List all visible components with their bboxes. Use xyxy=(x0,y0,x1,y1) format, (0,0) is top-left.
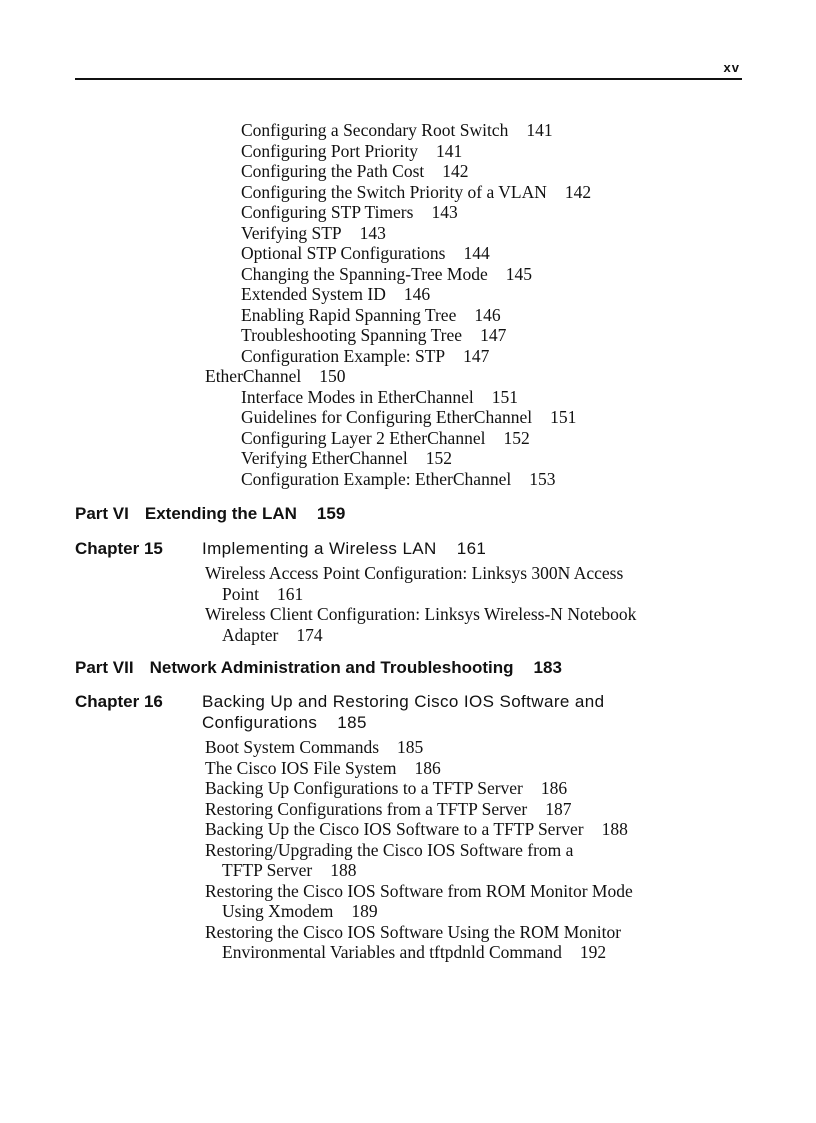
toc-entry[interactable]: Interface Modes in EtherChannel 151 xyxy=(241,386,519,407)
toc-entry[interactable]: Configuration Example: EtherChannel 153 xyxy=(241,468,556,489)
toc-entry[interactable]: Configuring a Secondary Root Switch 141 xyxy=(241,120,553,140)
toc-entry[interactable]: Configuring Layer 2 EtherChannel 152 xyxy=(241,427,530,448)
page-number: xv xyxy=(723,60,740,75)
toc-entry[interactable]: Wireless Client Configuration: Linksys Wireless-N Notebook xyxy=(205,604,637,624)
toc-entry[interactable]: Configuring the Switch Priority of a VLAN 142 xyxy=(241,181,592,202)
toc-entry[interactable]: Backing Up Configurations to a TFTP Server 186 xyxy=(205,778,568,798)
toc-entry[interactable]: Configuring the Path Cost 142 xyxy=(241,161,469,181)
toc-entry[interactable]: Restoring the Cisco IOS Software from ROM Monitor Mode xyxy=(205,880,633,901)
toc-entry[interactable]: Wireless Access Point Configuration: Linksys 300N Access xyxy=(205,563,624,583)
toc-entry[interactable]: Backing Up the Cisco IOS Software to a TFTP Server 188 xyxy=(205,819,628,839)
header-rule xyxy=(75,78,742,80)
chapter-title-16[interactable]: Backing Up and Restoring Cisco IOS Software and xyxy=(202,692,605,711)
toc-entry[interactable]: Configuration Example: STP 147 xyxy=(241,345,490,366)
chapter-title-16-continuation[interactable]: Configurations 185 xyxy=(202,713,367,732)
toc-entry[interactable]: Verifying STP 143 xyxy=(241,222,386,243)
chapter-label-16: Chapter 16 xyxy=(75,692,163,711)
toc-entry-continuation[interactable]: Point 161 xyxy=(222,583,304,604)
part-heading-vii[interactable]: Part VII Network Administration and Troubleshooting 183 xyxy=(75,658,562,677)
toc-entry[interactable]: Extended System ID 146 xyxy=(241,284,431,304)
part-heading-vi[interactable]: Part VI Extending the LAN 159 xyxy=(75,504,346,523)
toc-entry[interactable]: Boot System Commands 185 xyxy=(205,737,424,757)
toc-entry[interactable]: Verifying EtherChannel 152 xyxy=(241,448,452,468)
toc-entry-continuation[interactable]: Using Xmodem 189 xyxy=(222,901,378,921)
toc-entry[interactable]: The Cisco IOS File System 186 xyxy=(205,757,441,778)
toc-entry-continuation[interactable]: TFTP Server 188 xyxy=(222,860,357,880)
toc-entry-continuation[interactable]: Environmental Variables and tftpdnld Command 192 xyxy=(222,942,607,962)
toc-entry[interactable]: Restoring/Upgrading the Cisco IOS Software from a xyxy=(205,839,574,860)
toc-entry[interactable]: Configuring STP Timers 143 xyxy=(241,202,458,222)
toc-entry[interactable]: Restoring Configurations from a TFTP Server 187 xyxy=(205,798,572,819)
toc-entry[interactable]: Optional STP Configurations 144 xyxy=(241,243,490,263)
chapter-label-15: Chapter 15 xyxy=(75,539,163,558)
toc-entry[interactable]: Guidelines for Configuring EtherChannel 151 xyxy=(241,407,577,427)
toc-entry[interactable]: Changing the Spanning-Tree Mode 145 xyxy=(241,263,533,284)
toc-entry[interactable]: Troubleshooting Spanning Tree 147 xyxy=(241,325,507,345)
toc-entry[interactable]: Configuring Port Priority 141 xyxy=(241,140,463,161)
toc-entry-continuation[interactable]: Adapter 174 xyxy=(222,624,323,645)
toc-entry[interactable]: Restoring the Cisco IOS Software Using the ROM Monitor xyxy=(205,921,622,942)
chapter-title-15[interactable]: Implementing a Wireless LAN 161 xyxy=(202,539,487,558)
toc-entry[interactable]: Enabling Rapid Spanning Tree 146 xyxy=(241,304,501,325)
toc-section-etherchannel[interactable]: EtherChannel 150 xyxy=(205,366,346,386)
